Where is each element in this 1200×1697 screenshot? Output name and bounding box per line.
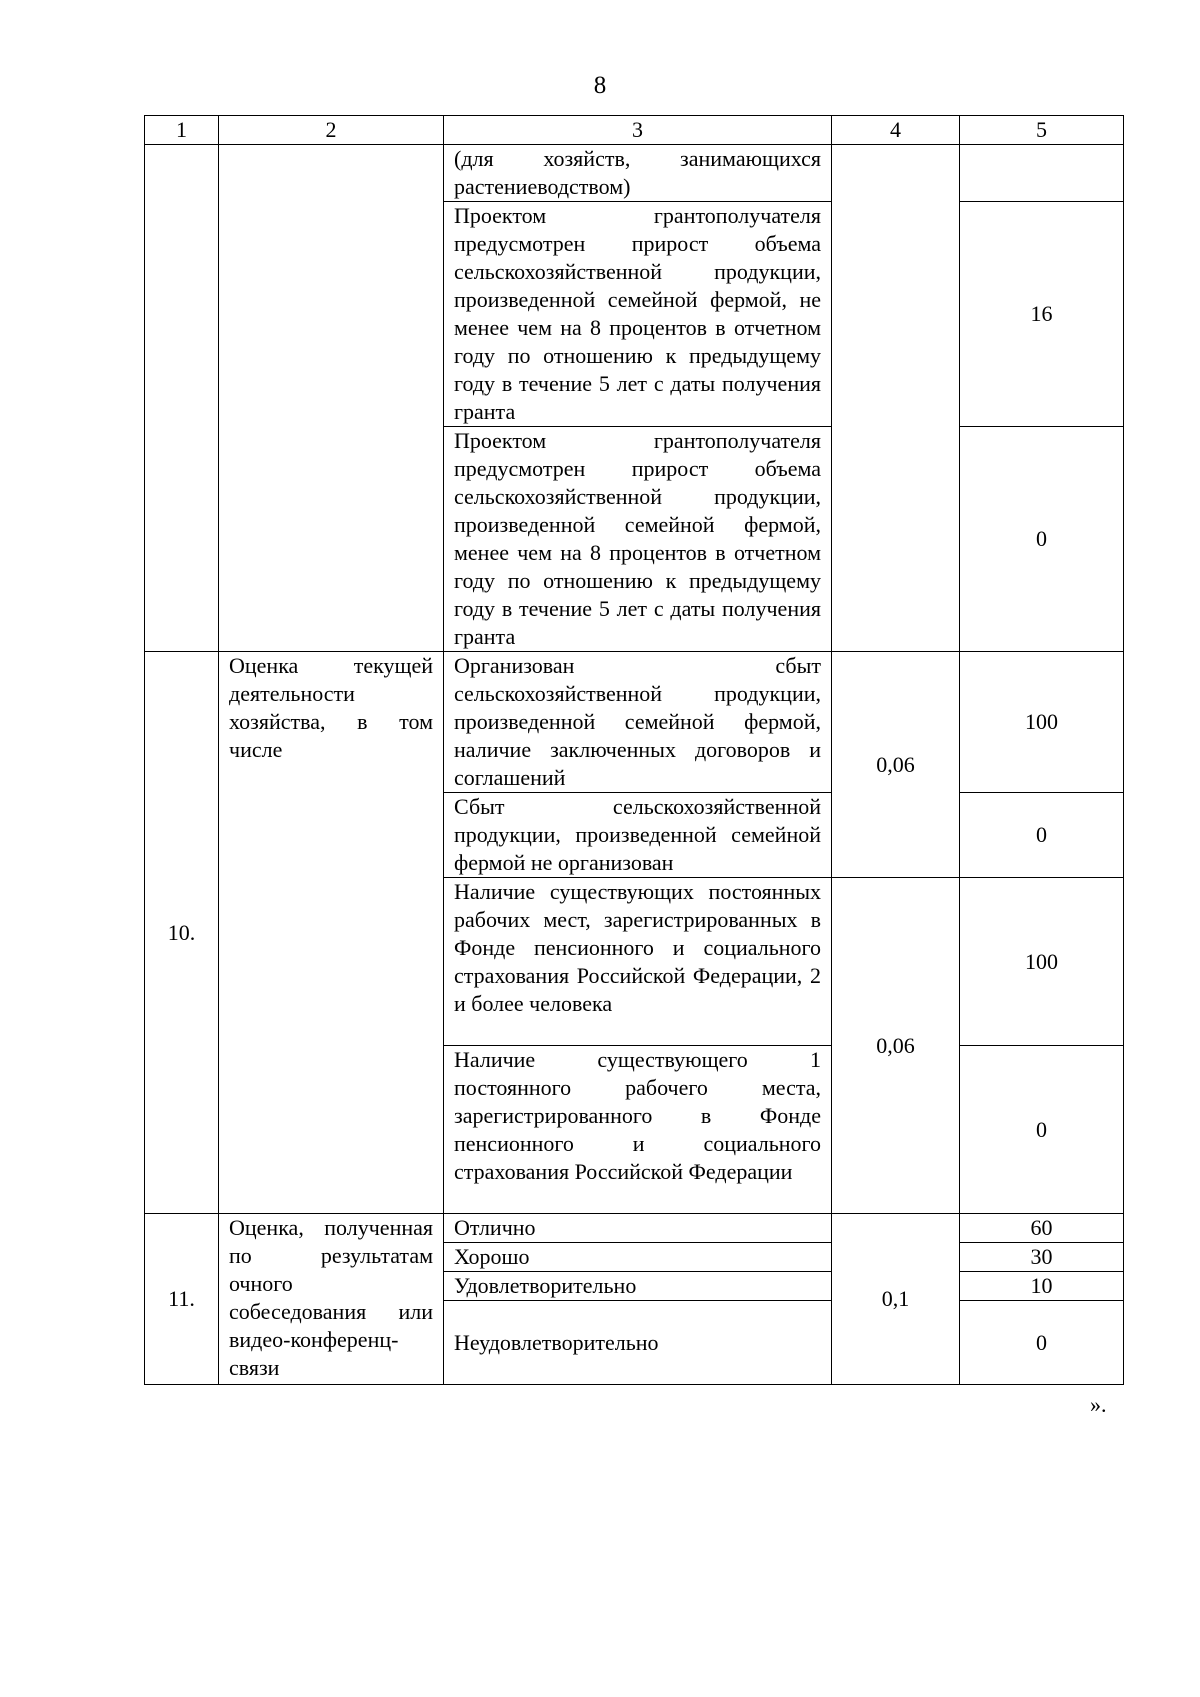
header-cell: 2: [219, 116, 444, 145]
indicator-cell: Оценка, полученная по результатам очного собеседования или видео-конференц-связи: [219, 1214, 444, 1385]
criterion-cell: Наличие существующих постоянных рабочих мест, зарегистрированных в Фонде пенсионного и социального страхования Российской Федерации, 2 и более человека: [444, 878, 832, 1046]
weight-cell: [832, 145, 960, 652]
criteria-table: [144, 115, 1124, 1385]
table-row: [145, 652, 1124, 793]
weight-cell: 0,1: [832, 1214, 960, 1385]
table-header-row: [145, 116, 1124, 145]
criterion-cell: Проектом грантополучателя предусмотрен прирост объема сельскохозяйственной продукции, произведенной семейной фермой, менее чем на 8 процентов в отчетном году по отношению к предыдущему году в течение 5 лет с даты получения гранта: [444, 427, 832, 652]
closing-quote-mark: ».: [1090, 1392, 1107, 1417]
weight-cell: 0,06: [832, 652, 960, 878]
criterion-cell: Наличие существующего 1 постоянного рабочего места, зарегистрированного в Фонде пенсионного и социального страхования Российской Федерации: [444, 1046, 832, 1214]
criterion-cell: Хорошо: [444, 1243, 832, 1272]
score-cell: 100: [960, 878, 1124, 1046]
header-cell: 5: [960, 116, 1124, 145]
number-cell: [145, 145, 219, 652]
criterion-cell: Отлично: [444, 1214, 832, 1243]
number-cell: 11.: [145, 1214, 219, 1385]
score-cell: 60: [960, 1214, 1124, 1243]
table-row: [145, 1214, 1124, 1243]
criterion-cell: Неудовлетворительно: [444, 1301, 832, 1385]
criterion-cell: (для хозяйств, занимающихся растениеводством): [444, 145, 832, 202]
score-cell: 0: [960, 1301, 1124, 1385]
score-cell: 30: [960, 1243, 1124, 1272]
score-cell: [960, 145, 1124, 202]
criterion-cell: Проектом грантополучателя предусмотрен прирост объема сельскохозяйственной продукции, произведенной семейной фермой, не менее чем на 8 процентов в отчетном году по отношению к предыдущему году в течение 5 лет с даты получения гранта: [444, 202, 832, 427]
score-cell: 10: [960, 1272, 1124, 1301]
header-cell: 1: [145, 116, 219, 145]
header-cell: 3: [444, 116, 832, 145]
criterion-cell: Удовлетворительно: [444, 1272, 832, 1301]
number-cell: 10.: [145, 652, 219, 1214]
score-cell: 100: [960, 652, 1124, 793]
page-number: 8: [593, 72, 607, 99]
criterion-cell: Сбыт сельскохозяйственной продукции, произведенной семейной фермой не организован: [444, 793, 832, 878]
indicator-cell: Оценка текущей деятельности хозяйства, в том числе: [219, 652, 444, 1214]
table-row: [145, 145, 1124, 202]
score-cell: 0: [960, 1046, 1124, 1214]
indicator-cell: [219, 145, 444, 652]
criterion-cell: Организован сбыт сельскохозяйственной продукции, произведенной семейной фермой, наличие заключенных договоров и соглашений: [444, 652, 832, 793]
score-cell: 0: [960, 427, 1124, 652]
score-cell: 0: [960, 793, 1124, 878]
score-cell: 16: [960, 202, 1124, 427]
weight-cell: 0,06: [832, 878, 960, 1214]
header-cell: 4: [832, 116, 960, 145]
